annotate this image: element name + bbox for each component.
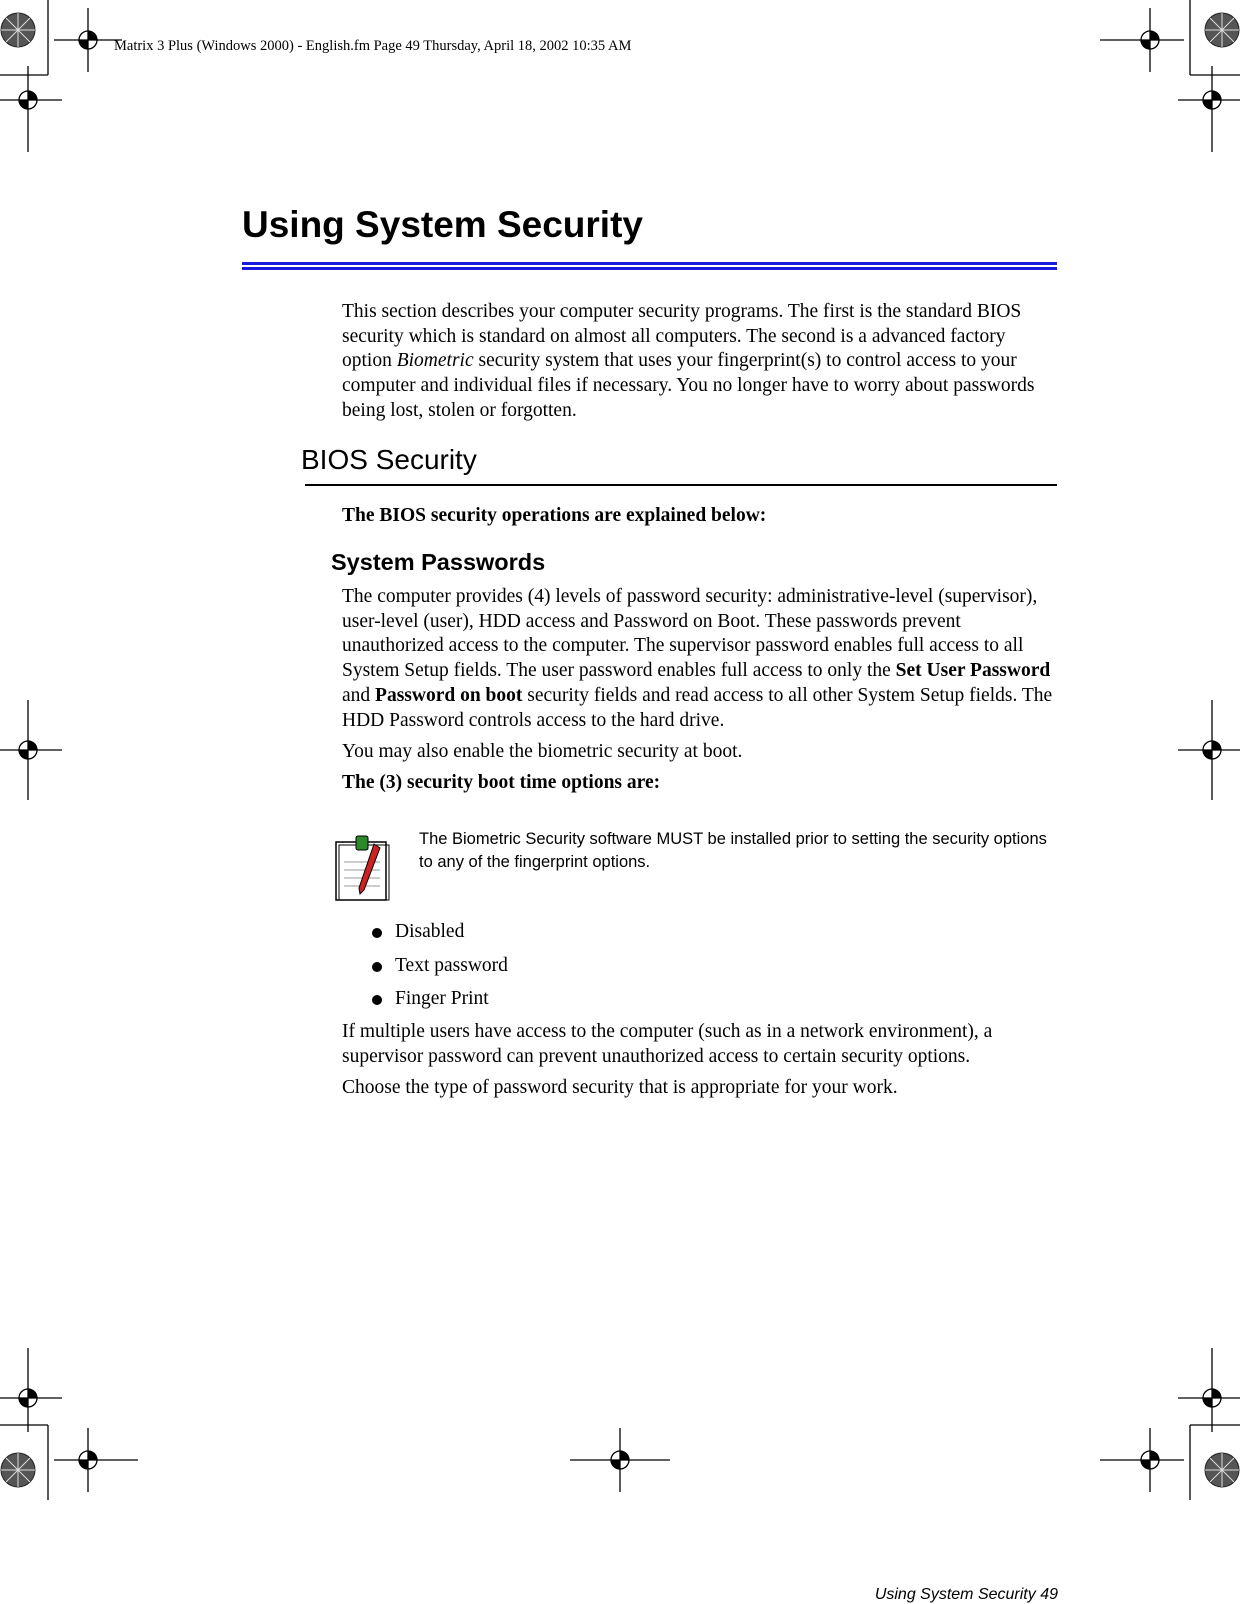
- list-item: Text password: [372, 954, 508, 988]
- passwords-paragraph: [342, 585, 1058, 733]
- bold-password-on-boot: Password on boot: [375, 684, 523, 706]
- title-rule: [242, 262, 1057, 272]
- note-pencil-icon: [334, 832, 392, 902]
- system-passwords-heading: System Passwords: [331, 549, 546, 575]
- footer-section: Using System Security: [874, 1586, 1036, 1603]
- bios-heading-rule: [305, 484, 1057, 486]
- passwords-text-1: The computer provides (4) levels of password security: administrative-level (supervisor), user-level (user), HDD access and Password on Boot. These passwords prevent unauthorized access to the computer. The supervisor password enables full access to all System Setup fields. The user password enables full access to only the: [342, 586, 1038, 682]
- intro-paragraph: [342, 300, 1058, 424]
- biometric-boot-line: You may also enable the biometric security at boot.: [342, 741, 743, 762]
- note-text: The Biometric Security software MUST be installed prior to setting the security options to any of the fingerprint options.: [419, 830, 1047, 871]
- intro-text-2: security system that uses your fingerprint(s) to control access to your computer and individual files if necessary. You no longer have to worry about passwords being lost, stolen or forgotten.: [342, 350, 1035, 421]
- page-footer: [840, 1586, 1058, 1604]
- list-item: Finger Print: [372, 987, 508, 1021]
- bold-set-user-password: Set User Password: [895, 660, 1051, 682]
- page-title: Using System Security: [242, 204, 643, 245]
- bios-security-heading: BIOS Security: [301, 444, 477, 475]
- passwords-text-3: security fields and read access to all other System Setup fields. The HDD Password controls access to the hard drive.: [342, 684, 1053, 731]
- file-header-slug: Matrix 3 Plus (Windows 2000) - English.fm Page 49 Thursday, April 18, 2002 10:35 AM: [114, 38, 632, 54]
- passwords-text-2: and: [342, 684, 376, 706]
- footer-page-number: 49: [1040, 1586, 1058, 1603]
- multi-user-paragraph: If multiple users have access to the computer (such as in a network environment), a supervisor password can prevent unauthorized access to certain security options.: [342, 1021, 993, 1067]
- bios-lead: The BIOS security operations are explained below:: [342, 505, 767, 526]
- intro-italic-biometric: Biometric: [396, 350, 474, 372]
- choose-paragraph: Choose the type of password security that is appropriate for your work.: [342, 1077, 898, 1098]
- list-item: Disabled: [372, 920, 508, 954]
- intro-text-1: This section describes your computer security programs. The first is the standard BIOS security which is standard on almost all computers. The second is a advanced factory option: [342, 301, 1022, 372]
- boot-options-list: [372, 920, 508, 1021]
- boot-options-lead: The (3) security boot time options are:: [342, 772, 661, 793]
